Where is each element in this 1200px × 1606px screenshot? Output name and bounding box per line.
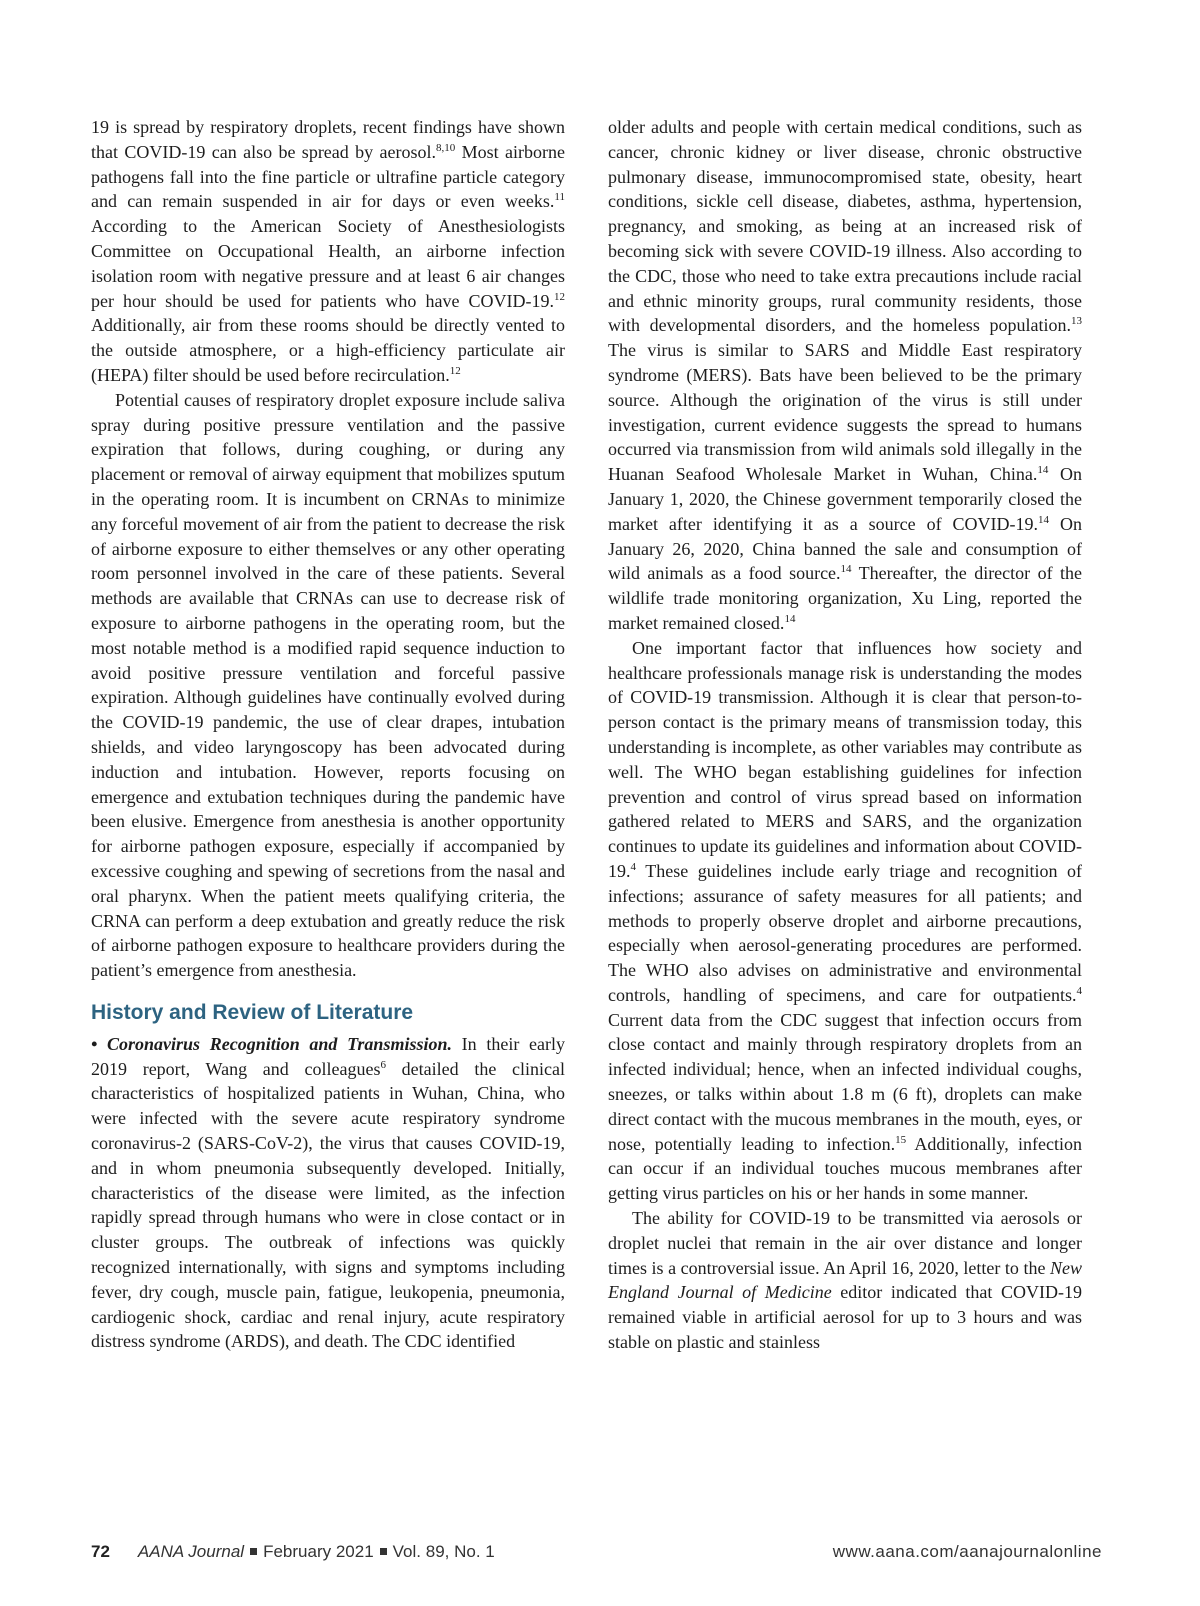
- citation: 15: [895, 1133, 907, 1146]
- paragraph: older adults and people with certain medical conditions, such as cancer, chronic kidney or liver disease, chronic obstructive pulmonary disease, immunocompromised state, obesity, heart conditions, sickle cell disease, diabetes, asthma, hypertension, pregnancy, and smoking, as being at an increased risk of becoming sick with severe COVID-19 illness. Also according to the CDC, those who need to take extra precautions include racial and ethnic minority groups, rural community residents, those with developmental disorders, and the homeless population.$^{13}$ The virus is similar to SARS and Middle East respiratory syndrome (MERS). Bats have been believed to be the primary source. Although the origination of the virus is still under investigation, current evidence suggests the spread to humans occurred via transmission from wild animals sold illegally in the Huanan Seafood Wholesale Market in Wuhan, China.$^{14}$ On January 1, 2020, the Chinese government temporarily closed the market after identifying it as a source of COVID-19.14 On January 26, 2020, China banned the sale and consumption of wild animals as a food source.$^{14}$ Thereafter, the director of the wildlife trade monitoring organization, Xu Ling, reported the market remained closed.$^{14}$: [608, 117, 1082, 633]
- citation: 11: [554, 191, 565, 204]
- subsection-label: • Coronavirus Recognition and Transmission.: [91, 1033, 452, 1054]
- paragraph: 19 is spread by respiratory droplets, recent findings have shown that COVID-19 can also be spread by aerosol.$^{8,10}$ Most airborne pathogens fall into the fine particle or ultrafine particle category and can remain suspended in air for days or even weeks.$^{11}$ According to the American Society of Anesthesiologists Committee on Occupational Health, an airborne infection isolation room with negative pressure and at least 6 air changes per hour should be used for patients who have COVID-19.12 Additionally, air from these rooms should be directly vented to the outside atmosphere, or a high-efficiency particulate air (HEPA) filter should be used before recirculation.$^{12}$: [91, 117, 565, 385]
- citation: 12: [554, 290, 565, 303]
- issue-date: February 2021: [263, 1542, 374, 1561]
- citation: 14: [784, 612, 796, 625]
- citation: 8,10: [436, 141, 456, 154]
- citation: 14: [1037, 464, 1049, 477]
- paragraph: The ability for COVID-19 to be transmitted via aerosols or droplet nuclei that remain in the air over distance and longer times is a controversial issue. An April 16, 2020, letter to the New England Journal of Medicine editor indicated that COVID-19 remained viable in artificial aerosol for up to 3 hours and was stable on plastic and stainless: [608, 1208, 1082, 1353]
- citation: 14: [1038, 513, 1050, 526]
- page-footer: [91, 1542, 1102, 1564]
- page-number: 72: [91, 1542, 110, 1561]
- journal-title: New England Journal of Medicine: [608, 1257, 1082, 1303]
- citation: 6: [380, 1058, 386, 1071]
- paragraph: • Coronavirus Recognition and Transmission. In their early 2019 report, Wang and colleagues$^6$ detailed the clinical characteristics of hospitalized patients in Wuhan, China, who were infected with the severe acute respiratory syndrome coronavirus-2 (SARS-CoV-2), the virus that causes COVID-19, and in whom pneumonia subsequently developed. Initially, characteristics of the disease were limited, as the infection rapidly spread through humans who were in close contact or in cluster groups. The outbreak of infections was quickly recognized internationally, with signs and symptoms including fever, dry cough, muscle pain, fatigue, leukopenia, pneumonia, cardiogenic shock, cardiac and renal injury, acute respiratory distress syndrome (ARDS), and death. The CDC identified: [91, 1033, 565, 1352]
- paragraph: One important factor that influences how society and healthcare professionals manage risk is understanding the modes of COVID-19 transmission. Although it is clear that person-to-person contact is the primary means of transmission today, this understanding is incomplete, as other variables may contribute as well. The WHO began establishing guidelines for infection prevention and control of virus spread based on information gathered related to MERS and SARS, and the organization continues to update its guidelines and information about COVID-19.$^4$ These guidelines include early triage and recognition of infections; assurance of safety measures for all patients; and methods to properly observe droplet and airborne precautions, especially when aerosol-generating procedures are performed. The WHO also advises on administrative and environmental controls, handling of specimens, and care for outpatients.$^4$ Current data from the CDC suggest that infection occurs from close contact and mainly through respiratory droplets from an infected individual; hence, when an infected individual coughs, sneezes, or talks within about 1.8 m (6 ft), droplets can make direct contact with the mucous membranes in the mouth, eyes, or nose, potentially leading to infection.$^{15}$ Additionally, infection can occur if an individual touches mucous membranes after getting virus particles on his or her hands in some manner.: [608, 637, 1082, 1204]
- volume-issue: Vol. 89, No. 1: [392, 1542, 495, 1561]
- journal-url[interactable]: www.aana.com/aanajournalonline: [832, 1542, 1102, 1561]
- citation: 14: [840, 563, 852, 576]
- right-column: [608, 115, 1082, 1355]
- citation: 13: [1071, 315, 1082, 328]
- left-column: [91, 115, 565, 1354]
- citation: 4: [1076, 984, 1082, 997]
- journal-name: AANA Journal: [137, 1542, 245, 1561]
- paragraph: Potential causes of respiratory droplet exposure include saliva spray during positive pressure ventilation and the passive expiration that follows, during coughing, or during any placement or removal of airway equipment that mobilizes sputum in the operating room. It is incumbent on CRNAs to minimize any forceful movement of air from the patient to decrease the risk of airborne exposure to either themselves or any other operating room personnel involved in the care of these patients. Several methods are available that CRNAs can use to decrease risk of exposure to airborne pathogens in the operating room, but the most notable method is a modified rapid sequence induction to avoid positive pressure ventilation and forceful passive expiration. Although guidelines have continually evolved during the COVID-19 pandemic, the use of clear drapes, intubation shields, and video laryngoscopy has been advocated during induction and intubation. However, reports focusing on emergence and extubation techniques during the pandemic have been elusive. Emergence from anesthesia is another opportunity for airborne pathogen exposure, especially if accompanied by excessive coughing and spewing of secretions from the nasal and oral pharynx. When the patient meets qualifying criteria, the CRNA can perform a deep extubation and greatly reduce the risk of airborne pathogen exposure to healthcare providers during the patient’s emergence from anesthesia.: [91, 389, 565, 981]
- citation: 12: [449, 364, 461, 377]
- square-bullet-icon: [250, 1548, 257, 1555]
- square-bullet-icon: [380, 1548, 387, 1555]
- citation: 4: [630, 860, 636, 873]
- footer-citation: [91, 1542, 495, 1562]
- section-heading: History and Review of Literature: [91, 1000, 414, 1024]
